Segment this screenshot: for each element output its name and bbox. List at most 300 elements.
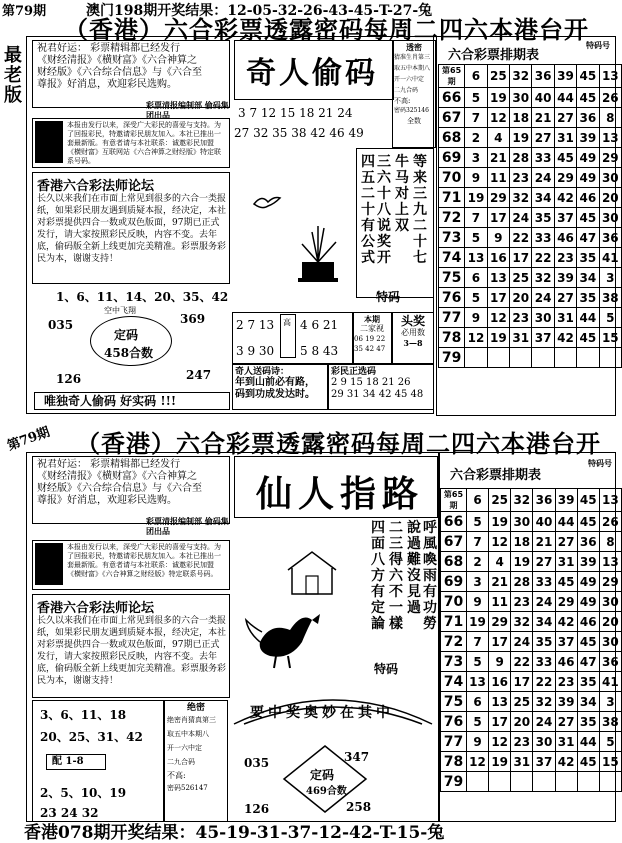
cai-min-box (328, 364, 434, 410)
secret-title: 绝密 (186, 703, 205, 713)
row-number: 25 (510, 268, 532, 288)
row-number: 23 (510, 308, 532, 328)
row-number: 30 (533, 732, 555, 752)
secret-price: 不高: (394, 97, 411, 105)
row-number: 31 (510, 328, 532, 348)
forum-text: 长久以来我们在市面上常见到很多的六合一类报纸，如果彩民朋友遇到质疑本报，经决定，本社对彩票提供四合一数或双色版面，97期已正式发行，请大家按照彩民反映，内容不变。去年底，偷码版全新上线更加完美精准。彩票服务彩民为本，谢谢支持！ (37, 616, 227, 686)
small-grid-mid: 4 6 21 (300, 318, 339, 332)
table-row (441, 612, 622, 632)
table-row (441, 772, 622, 792)
row-number: 8 (599, 108, 621, 128)
row-number: 30 (599, 168, 621, 188)
tou-jiang-line: 3—8 (403, 338, 423, 348)
table-row (439, 128, 622, 148)
row-number: 25 (489, 489, 511, 512)
row-number: 23 (555, 672, 577, 692)
row-number: 29 (599, 148, 621, 168)
row-number (532, 348, 554, 368)
row-number: 6 (466, 489, 488, 512)
side-label: 最老版 (4, 45, 22, 106)
title-numbers-1: 3 7 12 15 18 21 24 (238, 106, 353, 120)
upper-forum-box (32, 172, 230, 284)
greeting-line: 《财经清报》《横财富》《六合神算之 (37, 471, 197, 482)
row-number: 38 (599, 288, 621, 308)
row-period: 73 (439, 228, 465, 248)
row-number: 29 (554, 168, 576, 188)
row-number: 36 (577, 532, 599, 552)
row-number: 5 (466, 712, 488, 732)
row-number: 23 (511, 732, 533, 752)
upper-greeting-box (32, 40, 230, 108)
row-number (554, 348, 576, 368)
row-number: 5 (466, 652, 488, 672)
small-grid-left2: 3 9 30 (236, 344, 275, 358)
row-number: 30 (599, 592, 621, 612)
table-row (441, 672, 622, 692)
row-number: 19 (489, 752, 511, 772)
greeting-line: 《财经清报》《横财富》《六合神算之 (37, 55, 197, 66)
row-number: 23 (554, 248, 576, 268)
upper-header: （香港）六合彩票透露密码每周二四六本港台开 (64, 15, 589, 44)
row-number: 36 (599, 652, 621, 672)
row-number: 13 (599, 489, 621, 512)
row-number: 5 (599, 308, 621, 328)
tou-jiang-line: 必用数 (401, 328, 425, 337)
row-period: 67 (441, 532, 467, 552)
lower-poem-footer: 特码 (374, 662, 399, 676)
row-number: 13 (465, 248, 487, 268)
table-row (439, 248, 622, 268)
row-number: 42 (555, 752, 577, 772)
diamond-right: 347 (344, 750, 370, 764)
row-number: 3 (465, 148, 487, 168)
row-period: 72 (441, 632, 467, 652)
lower-hint: 配 1-8 (52, 756, 84, 767)
row-number: 41 (599, 248, 621, 268)
row-number (487, 348, 509, 368)
row-number: 31 (554, 308, 576, 328)
row-number: 4 (489, 552, 511, 572)
orbit-bottom-right: 247 (186, 368, 212, 382)
row-number: 19 (489, 512, 511, 532)
row-number: 12 (489, 732, 511, 752)
row-number: 44 (577, 308, 599, 328)
secret-unit: 全数 (407, 117, 421, 125)
row-number: 39 (555, 692, 577, 712)
row-number: 7 (465, 108, 487, 128)
row-number (577, 772, 599, 792)
greeting-line: 财经版》《六合综合信息》与《六合至 (37, 483, 202, 494)
row-number: 36 (577, 108, 599, 128)
forum-title: 香港六合彩法师论坛 (37, 179, 155, 194)
row-number: 33 (532, 228, 554, 248)
row-number: 13 (599, 552, 621, 572)
row-number: 49 (577, 148, 599, 168)
row-number: 32 (533, 692, 555, 712)
poem-col: 呼風喚雨有功勞 (423, 520, 437, 632)
table-row (439, 228, 622, 248)
row-number: 15 (599, 328, 621, 348)
row-number: 13 (466, 672, 488, 692)
row-number: 38 (599, 712, 621, 732)
secret-line: 二九合码 (167, 758, 195, 766)
row-number: 9 (487, 228, 509, 248)
row-number: 18 (510, 108, 532, 128)
row-number: 45 (577, 632, 599, 652)
row-number: 19 (487, 88, 509, 108)
row-number: 49 (577, 168, 599, 188)
row-number: 16 (487, 248, 509, 268)
secret-code: 密码526147 (167, 784, 208, 792)
row-number: 30 (599, 632, 621, 652)
row-number: 40 (532, 88, 554, 108)
table-row (441, 489, 622, 512)
row-number: 33 (533, 652, 555, 672)
table-row (441, 712, 622, 732)
secret-line: 取五中本期八 (167, 730, 209, 738)
small-grid-mid2: 5 8 43 (300, 344, 339, 358)
house-icon (282, 548, 342, 598)
row-number: 24 (532, 168, 554, 188)
upper-title: 奇人偷码 (246, 56, 378, 91)
row-number: 44 (554, 88, 576, 108)
title-numbers-2: 27 32 35 38 42 46 49 (234, 126, 364, 140)
secret-line: 二九合码 (394, 87, 419, 94)
lower-special-label: 特码号 (588, 458, 612, 468)
row-number: 45 (554, 148, 576, 168)
row-number: 44 (577, 732, 599, 752)
row-number: 4 (487, 128, 509, 148)
row-period: 79 (441, 772, 467, 792)
row-period: 70 (441, 592, 467, 612)
upper-caption: 彩票清报编制部 偷码集团出品 (146, 100, 229, 120)
lower-rank-title: 六合彩票排期表 (450, 468, 542, 483)
row-number: 6 (466, 692, 488, 712)
ben-qi-sub: 二家视 (360, 324, 384, 333)
row-number: 30 (532, 308, 554, 328)
row-number: 16 (489, 672, 511, 692)
greeting-line: 财经版》《六合综合信息》与《六合至 (37, 67, 202, 78)
row-period: 68 (441, 552, 467, 572)
row-number: 29 (489, 612, 511, 632)
lower-numbers-row: 2、5、10、19 (40, 786, 127, 800)
row-number: 46 (555, 652, 577, 672)
upper-secret-box (392, 40, 436, 148)
row-period: 77 (439, 308, 465, 328)
row-number: 11 (487, 168, 509, 188)
row-number: 35 (577, 712, 599, 732)
dove-icon (252, 192, 282, 214)
row-number: 20 (511, 712, 533, 732)
poem-col: 等来三九二十七 (413, 154, 427, 266)
row-number: 12 (465, 328, 487, 348)
lower-numbers-row: 23 24 32 (40, 806, 99, 820)
secret-line: 开一六中定 (394, 76, 425, 83)
row-number: 35 (577, 248, 599, 268)
table-row (441, 692, 622, 712)
bomb-icon (35, 543, 63, 585)
row-number: 28 (511, 572, 533, 592)
row-number: 7 (465, 208, 487, 228)
row-number: 27 (533, 552, 555, 572)
row-number: 24 (510, 208, 532, 228)
greeting-line: 尊报》好消息，欢迎彩民选购。 (37, 79, 177, 90)
row-number: 7 (466, 532, 488, 552)
row-number: 13 (599, 65, 621, 88)
row-number: 5 (599, 732, 621, 752)
secret-line: 取五中本期八 (394, 65, 431, 72)
ben-qi-box (352, 312, 392, 364)
row-number: 22 (511, 652, 533, 672)
row-number: 3 (599, 268, 621, 288)
row-number: 37 (532, 328, 554, 348)
table-row (439, 168, 622, 188)
row-period: 67 (439, 108, 465, 128)
row-period: 74 (441, 672, 467, 692)
row-number: 22 (532, 248, 554, 268)
row-number: 20 (510, 288, 532, 308)
table-row (439, 65, 622, 88)
row-number: 31 (554, 128, 576, 148)
row-period: 68 (439, 128, 465, 148)
row-number: 21 (487, 148, 509, 168)
row-number: 17 (487, 288, 509, 308)
poem-col: 三六十八说奖开 (377, 154, 391, 266)
row-number: 30 (599, 208, 621, 228)
lower-secret-box (164, 700, 228, 822)
lower-rank-table (440, 488, 622, 792)
lower-notice-box (32, 540, 230, 590)
forum-text: 长久以来我们在市面上常见到很多的六合一类报纸，如果彩民朋友遇到质疑本报，经决定，本社对彩票提供四合一数或双色版面，97期已正式发行，请大家按照彩民反映，内容不变。去年底，偷码版全新上线更加完美精准。彩票服务彩民为本，谢谢支持！ (37, 194, 227, 264)
song-ma-line: 年到山前必有路， (235, 377, 315, 388)
row-number: 2 (466, 552, 488, 572)
row-number: 31 (511, 752, 533, 772)
row-period: 79 (439, 348, 465, 368)
orbit-left: 035 (48, 318, 74, 332)
table-row (439, 348, 622, 368)
song-ma-box (232, 364, 328, 410)
row-number (465, 348, 487, 368)
small-grid-left: 2 7 13 (236, 318, 275, 332)
row-number: 45 (555, 572, 577, 592)
row-number: 25 (511, 692, 533, 712)
row-number: 47 (577, 228, 599, 248)
row-number: 24 (511, 632, 533, 652)
row-number: 39 (577, 128, 599, 148)
ben-qi-row: 06 19 22 (354, 335, 386, 343)
row-number: 45 (577, 512, 599, 532)
poem-col: 牛马对上双 (395, 154, 409, 234)
row-number: 42 (554, 328, 576, 348)
row-number: 30 (510, 88, 532, 108)
row-number: 12 (466, 752, 488, 772)
row-number: 45 (577, 752, 599, 772)
row-number (466, 772, 488, 792)
row-number: 3 (466, 572, 488, 592)
row-period: 71 (441, 612, 467, 632)
lower-period-label: 第79期 (5, 424, 53, 454)
row-number: 17 (489, 632, 511, 652)
row-number: 9 (466, 592, 488, 612)
row-period: 69 (439, 148, 465, 168)
row-number: 13 (487, 268, 509, 288)
row-number (599, 348, 621, 368)
row-number: 22 (510, 228, 532, 248)
secret-code: 密码325146 (394, 107, 429, 114)
row-number: 42 (554, 188, 576, 208)
row-period: 76 (441, 712, 467, 732)
row-number: 29 (487, 188, 509, 208)
row-number: 17 (487, 208, 509, 228)
row-number: 20 (599, 612, 621, 632)
row-number: 34 (577, 692, 599, 712)
row-period: 69 (441, 572, 467, 592)
row-period: 71 (439, 188, 465, 208)
row-number: 5 (466, 512, 488, 532)
secret-line: 绝密肖猜真第三 (167, 716, 216, 724)
row-number: 22 (533, 672, 555, 692)
table-row (441, 532, 622, 552)
notice-text: 本报由发行以来，深受广大彩民的喜爱与支持。为了回报彩民，特邀请彩民朋友加入。本社已推出一套最新版。有意者请与本社联系：诚邀彩民加盟《横财富》互联网站《六合神算之财经版》特定联系号码。 (67, 121, 221, 165)
table-row (441, 632, 622, 652)
upper-numbers-line: 1、6、11、14、20、35、42 (56, 290, 229, 304)
row-number: 39 (555, 489, 577, 512)
greeting-line: 祝君好运： 彩票精辑都已经发行 (37, 459, 181, 470)
row-number: 33 (533, 572, 555, 592)
row-number: 27 (555, 712, 577, 732)
lower-arc-text: 要中奖奥妙在其中 (250, 705, 394, 721)
row-period: 77 (441, 732, 467, 752)
row-number: 19 (510, 128, 532, 148)
greeting-line: 祝君好运： 彩票精辑都已经发行 (37, 43, 181, 54)
diamond-left: 035 (244, 756, 270, 770)
row-number: 32 (510, 65, 532, 88)
song-ma-line: 码到功成发达时。 (235, 389, 315, 400)
table-row (441, 592, 622, 612)
notice-text: 本报由发行以来，深受广大彩民的喜爱与支持。为了回报彩民，特邀请彩民朋友加入。本社已推出一套最新版。有意者请与本社联系：诚邀彩民加盟《横财富》《六合神算之财经版》特定联系号码。 (67, 543, 221, 578)
orbit-center-label: 定码 (114, 328, 139, 342)
row-period: 72 (439, 208, 465, 228)
row-number: 34 (577, 268, 599, 288)
small-grid-mid-top: 高 (283, 318, 291, 327)
table-row (441, 752, 622, 772)
row-number: 34 (533, 612, 555, 632)
row-number: 26 (599, 88, 621, 108)
table-row (441, 652, 622, 672)
top-result-banner: 澳门198期开奖结果：12-05-32-26-43-45-T-27-兔 (86, 3, 433, 19)
row-period: 66 (441, 512, 467, 532)
row-number: 6 (465, 65, 487, 88)
row-number: 23 (510, 168, 532, 188)
orbit-arc-text: 空中飞翔 (104, 306, 136, 315)
ben-qi-title: 本期 (364, 314, 380, 324)
greeting-line: 尊报》好消息，欢迎彩民选购。 (37, 495, 177, 506)
row-number: 31 (555, 732, 577, 752)
row-number: 11 (489, 592, 511, 612)
poem-col: 說過難沒見過 (407, 520, 421, 616)
row-number: 35 (577, 288, 599, 308)
diamond-bottom-right: 258 (346, 800, 372, 814)
row-number: 26 (599, 512, 621, 532)
upper-poem-footer: 特码 (376, 290, 401, 304)
row-period: 74 (439, 248, 465, 268)
row-number: 24 (532, 288, 554, 308)
lower-caption: 彩票清报编制部 偷码集团出品 (146, 516, 229, 536)
row-number: 27 (555, 532, 577, 552)
row-period: 75 (439, 268, 465, 288)
row-number: 6 (465, 268, 487, 288)
row-period: 73 (441, 652, 467, 672)
row-number: 32 (511, 612, 533, 632)
row-number: 45 (577, 328, 599, 348)
table-row (439, 108, 622, 128)
table-row (439, 288, 622, 308)
secret-price: 不高: (167, 771, 186, 780)
upper-special-label: 特码号 (586, 40, 610, 50)
lower-forum-box (32, 594, 230, 698)
row-number: 36 (599, 228, 621, 248)
row-number: 12 (487, 308, 509, 328)
table-row (439, 328, 622, 348)
row-number: 45 (577, 489, 599, 512)
row-number: 13 (489, 692, 511, 712)
row-number: 19 (465, 188, 487, 208)
row-number: 27 (532, 128, 554, 148)
poem-col: 四面八方有定論 (371, 520, 385, 632)
row-number: 20 (599, 188, 621, 208)
upper-rank-title: 六合彩票排期表 (448, 48, 540, 63)
row-number: 13 (599, 128, 621, 148)
row-number: 27 (554, 288, 576, 308)
row-period: 第65期 (441, 489, 467, 512)
row-number (489, 772, 511, 792)
row-number (599, 772, 621, 792)
row-number: 31 (555, 552, 577, 572)
row-number (577, 348, 599, 368)
row-number: 37 (555, 632, 577, 652)
row-number: 2 (465, 128, 487, 148)
row-number: 12 (489, 532, 511, 552)
lower-title: 仙人指路 (256, 473, 425, 515)
row-number: 32 (511, 489, 533, 512)
row-number: 37 (533, 752, 555, 772)
row-number: 27 (554, 108, 576, 128)
row-number: 47 (577, 652, 599, 672)
row-number: 33 (532, 148, 554, 168)
poem-col: 二三得六不一樣 (389, 520, 403, 632)
table-row (441, 512, 622, 532)
row-number: 3 (599, 692, 621, 712)
row-period: 78 (439, 328, 465, 348)
row-number: 35 (532, 208, 554, 228)
row-number: 39 (554, 65, 576, 88)
row-number: 12 (487, 108, 509, 128)
row-number: 7 (466, 632, 488, 652)
row-number: 32 (532, 268, 554, 288)
row-number (511, 772, 533, 792)
row-number: 9 (466, 732, 488, 752)
bomb-icon (35, 121, 63, 163)
lower-numbers-row: 3、6、11、18 (40, 708, 127, 722)
row-number: 24 (533, 712, 555, 732)
tou-jiang-title: 头奖 (400, 314, 425, 328)
lower-greeting-box (32, 456, 230, 524)
row-period: 78 (441, 752, 467, 772)
row-number: 40 (533, 512, 555, 532)
row-number: 45 (577, 208, 599, 228)
row-number: 17 (510, 248, 532, 268)
diamond-center-value: 469合数 (306, 786, 347, 797)
